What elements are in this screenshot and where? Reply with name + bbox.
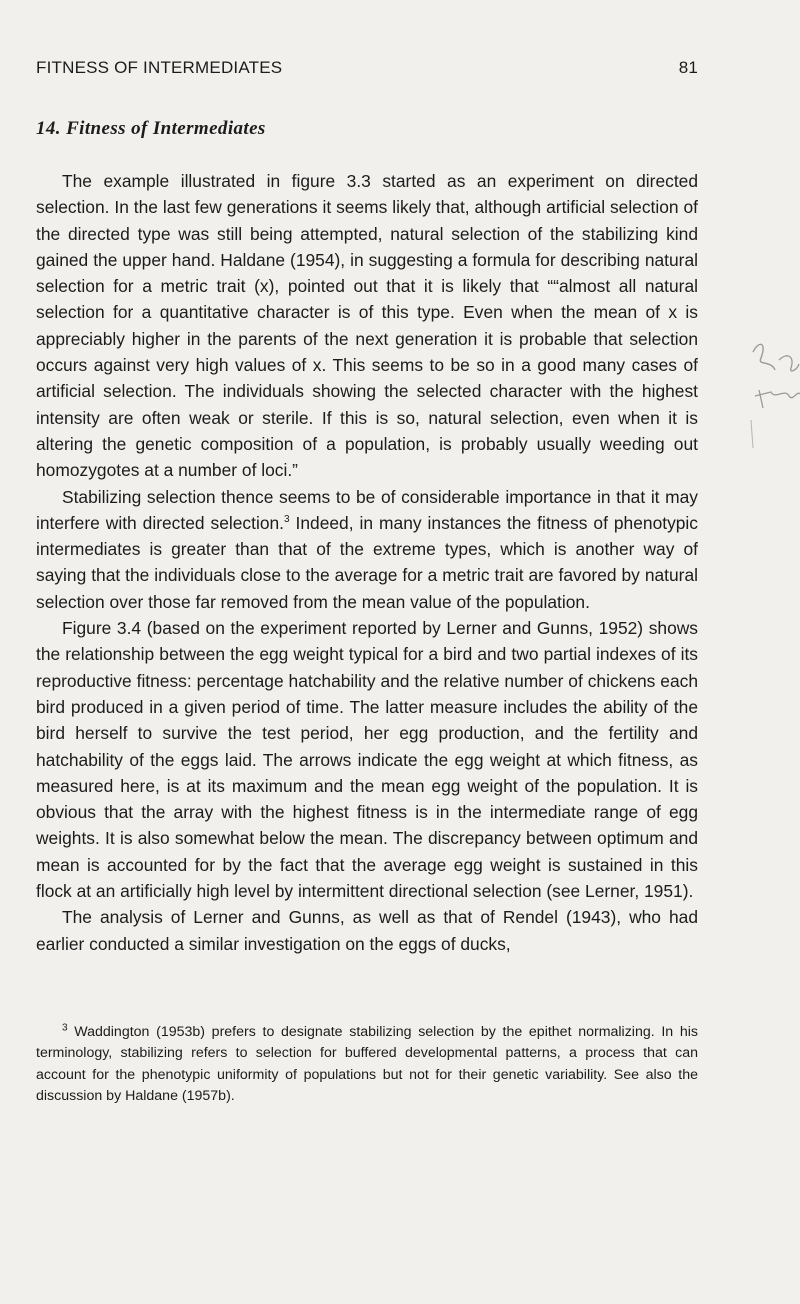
paragraph-2 — [36, 484, 698, 615]
page-number: 81 — [678, 58, 698, 77]
section-heading: 14. Fitness of Intermediates — [36, 118, 266, 139]
body-text — [36, 168, 698, 957]
footnotes — [36, 1022, 698, 1108]
footnote-3 — [36, 1022, 698, 1108]
paragraph-4: The analysis of Lerner and Gunns, as well as that of Rendel (1943), who had earlier conducted a similar investigation on the eggs of ducks, — [36, 907, 698, 954]
footnote-marker: 3 — [62, 1022, 68, 1034]
pencil-margin-annotation — [745, 330, 800, 450]
footnote-reference: 3 — [284, 514, 290, 526]
paragraph-1: The example illustrated in figure 3.3 started as an experiment on directed selection. In the last few generations it seems likely that, although artificial selection of the directed type was still being attempted, natural selection of the stabilizing kind gained the upper hand. Haldane (1954), in suggesting a formula for describing natural selection for a metric trait (x), pointed out that it is likely that ““almost all natural selection for a quantitative character is of this type. Even when the mean of x is appreciably higher in the parents of the next generation it is probable that selection occurs against very high values of x. This seems to be so in a good many cases of artificial selection. The individuals showing the selected character with the highest intensity are often weak or sterile. If this is so, natural selection, even when it is altering the genetic composition of a population, is probably usually weeding out homozygotes at a number of loci.” — [36, 171, 698, 481]
footnote-text: Waddington (1953b) prefers to designate stabilizing selection by the epithet normalizing. In his terminology, stabilizing refers to selection for buffered developmental patterns, a process that can account for the phenotypic uniformity of populations but not for their genetic variability. See also the discussion by Haldane (1957b). — [36, 1024, 698, 1105]
running-header — [36, 58, 698, 78]
running-title: FITNESS OF INTERMEDIATES — [36, 58, 283, 77]
paragraph-2-text-b: Indeed, in many instances the fitness of phenotypic intermediates is greater than that of the extreme types, which is another way of saying that the individuals close to the average for a metric trait are favored by natural selection over those far removed from the mean value of the population. — [36, 512, 698, 612]
paragraph-2-text-a: Stabilizing selection thence seems to be of considerable importance in that it may interfere with directed selection. — [36, 486, 698, 533]
paragraph-3: Figure 3.4 (based on the experiment reported by Lerner and Gunns, 1952) shows the relationship between the egg weight typical for a bird and two partial indexes of its reproductive fitness: percentage hatchability and the relative number of chickens each bird produced in a given period of time. The latter measure includes the ability of the bird herself to survive the test period, her egg production, and the fertility and hatchability of the eggs laid. The arrows indicate the egg weight at which fitness, as measured here, is at its maximum and the mean egg weight of the population. It is obvious that the array with the highest fitness is in the intermediate range of egg weights. It is also somewhat below the mean. The discrepancy between optimum and mean is accounted for by the fact that the average egg weight is sustained in this flock at an artificially high level by intermittent directional selection (see Lerner, 1951). — [36, 618, 698, 902]
